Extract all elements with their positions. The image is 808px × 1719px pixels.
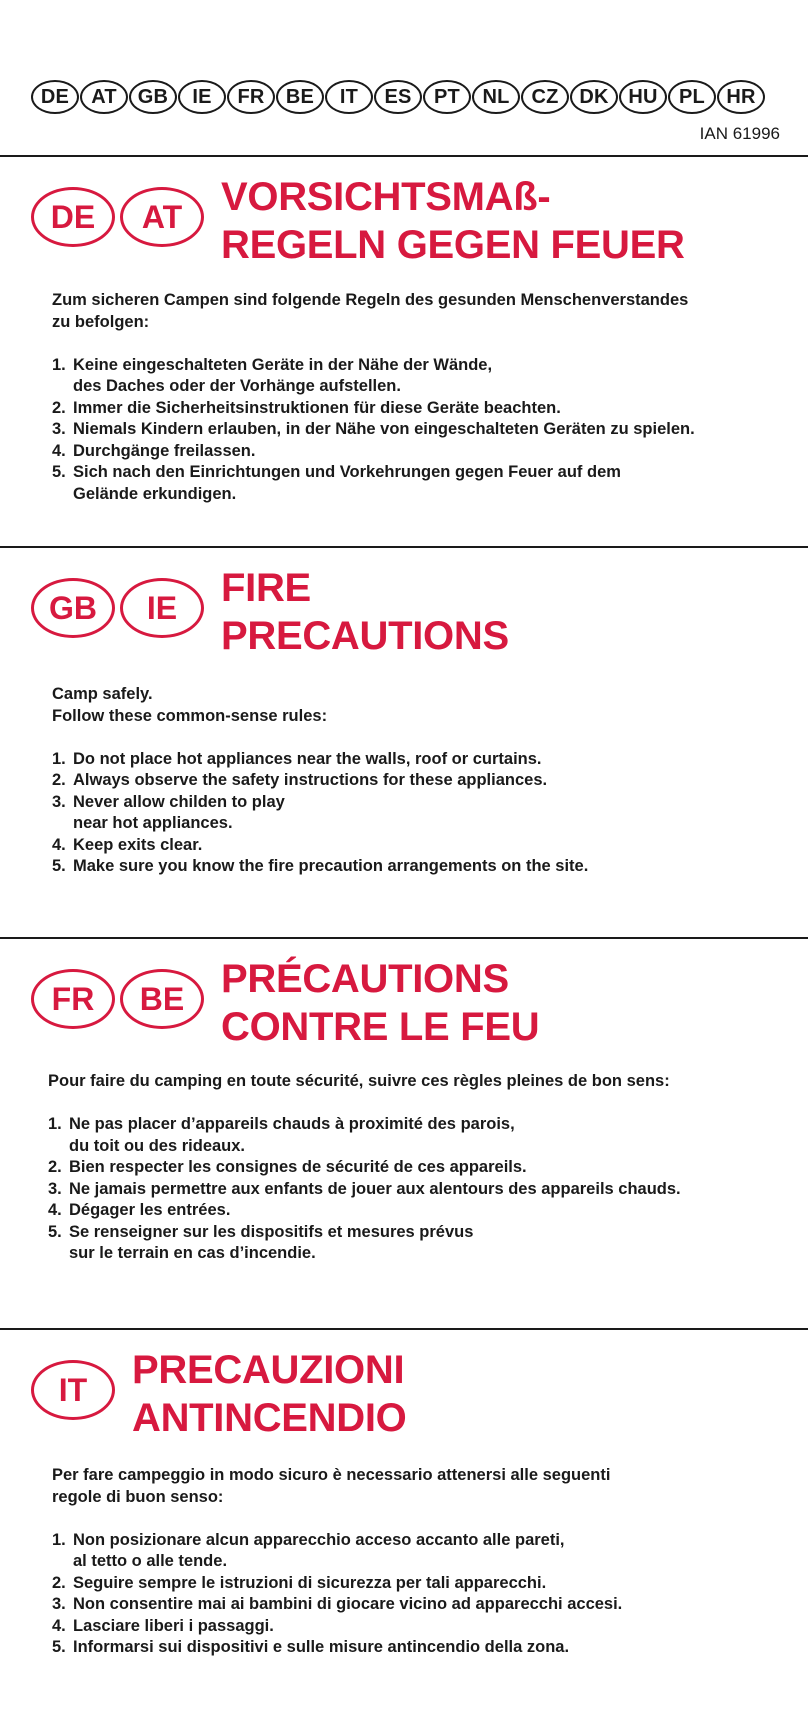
rule-line: Make sure you know the fire precaution arrangements on the site. (73, 857, 589, 875)
rule-number: 5. (52, 463, 66, 481)
rule-item (52, 462, 772, 505)
country-code-it: IT (325, 80, 373, 114)
rule-number: 1. (48, 1115, 62, 1133)
rule-line: Bien respecter les consignes de sécurité de ces appareils. (69, 1158, 527, 1176)
badge-group (31, 1360, 115, 1420)
section-de-at (0, 156, 808, 546)
section-fr-be (0, 938, 808, 1328)
country-code-fr: FR (227, 80, 275, 114)
section-title (221, 173, 685, 269)
rule-line: Durchgänge freilassen. (73, 441, 256, 460)
rule-line: Dégager les entrées. (69, 1201, 231, 1219)
country-code-de: DE (31, 80, 79, 114)
section-title (221, 564, 509, 660)
country-code-gb: GB (129, 80, 177, 114)
rule-line: Non posizionare alcun apparecchio acceso accanto alle pareti, (73, 1530, 565, 1549)
rule-line: Gelände erkundigen. (73, 484, 237, 503)
rule-number: 1. (52, 1530, 66, 1549)
intro-text (52, 1465, 772, 1508)
language-badge-it: IT (31, 1360, 115, 1420)
rule-item (52, 1616, 772, 1638)
language-badge-de: DE (31, 187, 115, 247)
rule-line: des Daches oder der Vorhänge aufstellen. (73, 377, 401, 395)
ian-number: IAN 61996 (699, 124, 780, 143)
title-line: VORSICHTSMAß- (221, 175, 551, 219)
language-badge-gb: GB (31, 578, 115, 638)
country-code-hr: HR (717, 80, 765, 114)
rule-line: Ne jamais permettre aux enfants de jouer aux alentours des appareils chauds. (69, 1179, 681, 1198)
intro-text (52, 290, 772, 333)
country-code-ie: IE (178, 80, 226, 114)
rule-item (48, 1200, 788, 1222)
rule-number: 2. (52, 398, 66, 417)
title-line: CONTRE LE FEU (221, 1005, 540, 1049)
section-body (52, 1465, 772, 1659)
intro-line: Per fare campeggio in modo sicuro è necessario attenersi alle seguenti (52, 1466, 611, 1484)
rules-list (52, 749, 772, 878)
rule-line: Sich nach den Einrichtungen und Vorkehrungen gegen Feuer auf dem (73, 463, 621, 481)
badge-group (31, 187, 204, 247)
rule-item (52, 1594, 772, 1616)
rule-number: 5. (48, 1222, 62, 1241)
intro-line: Zum sicheren Campen sind folgende Regeln des gesunden Menschenverstandes (52, 291, 689, 309)
rule-line: Ne pas placer d’appareils chauds à proximité des parois, (69, 1115, 515, 1133)
rule-item (52, 1573, 772, 1595)
rules-list (52, 355, 772, 506)
rule-line: Seguire sempre le istruzioni di sicurezza per tali apparecchi. (73, 1573, 547, 1592)
rule-item (52, 856, 772, 878)
rule-line: Keep exits clear. (73, 835, 203, 854)
rule-number: 4. (52, 835, 66, 854)
country-code-be: BE (276, 80, 324, 114)
intro-text (48, 1071, 788, 1093)
language-badge-at: AT (120, 187, 204, 247)
rule-item (52, 1637, 772, 1659)
title-line: PRÉCAUTIONS (221, 957, 509, 1001)
rule-number: 5. (52, 1638, 66, 1656)
rule-item (52, 398, 772, 420)
rules-list (52, 1530, 772, 1659)
title-line: PRECAUZIONI (132, 1348, 405, 1392)
rule-item (52, 749, 772, 771)
rule-line: Immer die Sicherheitsinstruktionen für diese Geräte beachten. (73, 398, 561, 417)
rule-item (48, 1222, 788, 1265)
rule-line: Always observe the safety instructions for these appliances. (73, 771, 548, 789)
country-code-hu: HU (619, 80, 667, 114)
country-code-at: AT (80, 80, 128, 114)
rule-line: Se renseigner sur les dispositifs et mesures prévus (69, 1222, 474, 1241)
section-body (48, 1071, 788, 1265)
rule-number: 2. (52, 1573, 66, 1592)
country-code-row (31, 80, 765, 114)
country-code-es: ES (374, 80, 422, 114)
intro-text (52, 684, 772, 727)
country-code-cz: CZ (521, 80, 569, 114)
title-line: PRECAUTIONS (221, 614, 509, 658)
rule-number: 4. (52, 1616, 66, 1635)
rule-number: 3. (48, 1179, 62, 1198)
rule-line: al tetto o alle tende. (73, 1552, 228, 1570)
rule-item (52, 835, 772, 857)
section-body (52, 684, 772, 878)
rule-number: 4. (48, 1201, 62, 1219)
rule-number: 4. (52, 441, 66, 460)
intro-line: Follow these common-sense rules: (52, 706, 328, 725)
rule-line: Do not place hot appliances near the walls, roof or curtains. (73, 749, 542, 768)
intro-line: Pour faire du camping en toute sécurité, suivre ces règles pleines de bon sens: (48, 1072, 670, 1090)
language-header (0, 0, 808, 155)
language-badge-be: BE (120, 969, 204, 1029)
rule-number: 1. (52, 749, 66, 768)
rule-line: Never allow childen to play (73, 792, 285, 811)
rule-item (48, 1157, 788, 1179)
section-title (221, 955, 539, 1051)
rule-item (52, 792, 772, 835)
rule-line: Non consentire mai ai bambini di giocare vicino ad apparecchi accesi. (73, 1595, 623, 1613)
title-line: FIRE (221, 566, 311, 610)
badge-group (31, 578, 204, 638)
country-code-pt: PT (423, 80, 471, 114)
rule-number: 3. (52, 1595, 66, 1613)
title-line: REGELN GEGEN FEUER (221, 223, 685, 267)
rule-line: near hot appliances. (73, 814, 233, 832)
section-gb-ie (0, 547, 808, 937)
rule-item (48, 1114, 788, 1157)
rule-line: Lasciare liberi i passaggi. (73, 1616, 274, 1635)
country-code-nl: NL (472, 80, 520, 114)
section-it (0, 1329, 808, 1719)
intro-line: regole di buon senso: (52, 1487, 224, 1506)
rule-item (52, 441, 772, 463)
rule-item (52, 419, 772, 441)
section-body (52, 290, 772, 505)
rule-item (52, 1530, 772, 1573)
rule-item (52, 770, 772, 792)
language-badge-fr: FR (31, 969, 115, 1029)
rule-line: Informarsi sui dispositivi e sulle misure antincendio della zona. (73, 1638, 570, 1656)
country-code-dk: DK (570, 80, 618, 114)
rule-line: Keine eingeschalteten Geräte in der Nähe der Wände, (73, 355, 493, 374)
rule-number: 2. (52, 771, 66, 789)
country-code-pl: PL (668, 80, 716, 114)
rules-list (48, 1114, 788, 1265)
section-title (132, 1346, 406, 1442)
title-line: ANTINCENDIO (132, 1396, 407, 1440)
badge-group (31, 969, 204, 1029)
rule-number: 3. (52, 792, 66, 811)
rule-number: 1. (52, 355, 66, 374)
rule-item (48, 1179, 788, 1201)
language-badge-ie: IE (120, 578, 204, 638)
rule-number: 5. (52, 857, 66, 875)
intro-line: zu befolgen: (52, 312, 150, 331)
rule-line: Niemals Kindern erlauben, in der Nähe von eingeschalteten Geräten zu spielen. (73, 420, 695, 438)
rule-line: sur le terrain en cas d’incendie. (69, 1244, 316, 1262)
rule-item (52, 355, 772, 398)
rule-line: du toit ou des rideaux. (69, 1136, 246, 1155)
rule-number: 3. (52, 420, 66, 438)
intro-line: Camp safely. (52, 685, 153, 703)
rule-number: 2. (48, 1158, 62, 1176)
